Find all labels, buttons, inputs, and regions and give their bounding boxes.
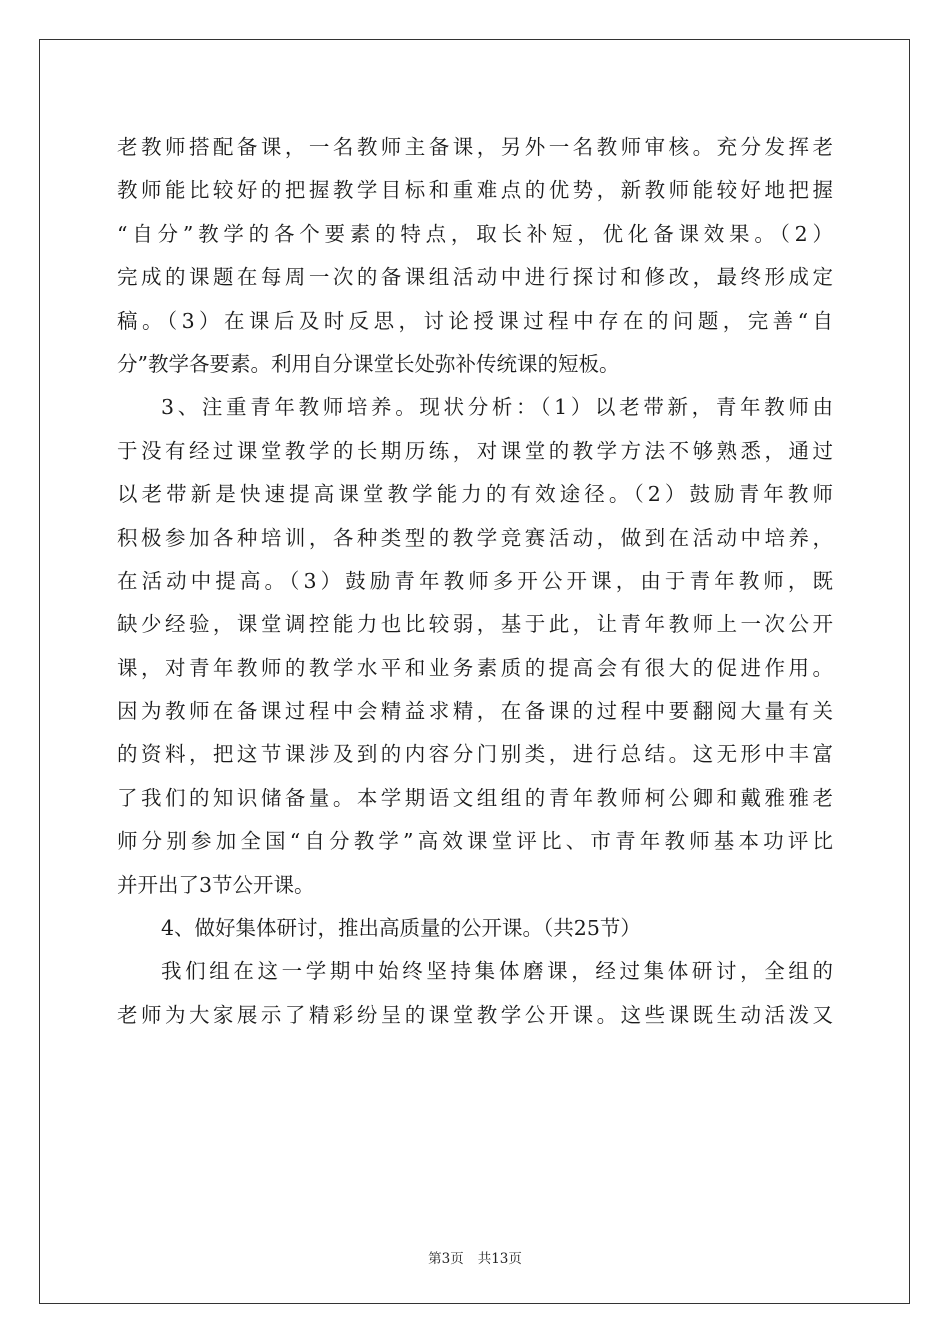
text-line: 我们组在这一学期中始终坚持集体磨课，经过集体研讨，全组的 [161, 959, 833, 984]
text-line: 在活动中提高。（3）鼓励青年教师多开公开课，由于青年教师，既 [117, 568, 833, 593]
text-line: 分”教学各要素。利用自分课堂长处弥补传统课的短板。 [117, 351, 620, 376]
current-page-label: 第3页 [428, 1251, 464, 1267]
text-line: 师分别参加全国“自分教学”高效课堂评比、市青年教师基本功评比 [117, 829, 833, 854]
document-body [117, 126, 833, 1037]
text-line: 于没有经过课堂教学的长期历练，对课堂的教学方法不够熟悉，通过 [117, 438, 833, 463]
text-line: 稿。（3）在课后及时反思，讨论授课过程中存在的问题，完善“自 [117, 308, 833, 333]
text-line: 4、做好集体研讨，推出高质量的公开课。（共25节） [161, 916, 641, 941]
text-line: 老师为大家展示了精彩纷呈的课堂教学公开课。这些课既生动活泼又 [117, 1002, 833, 1027]
text-line: 了我们的知识储备量。本学期语文组组的青年教师柯公卿和戴雅雅老 [117, 785, 833, 810]
text-line: 课，对青年教师的教学水平和业务素质的提高会有很大的促进作用。 [117, 655, 833, 680]
text-line: 老教师搭配备课，一名教师主备课，另外一名教师审核。充分发挥老 [117, 135, 833, 159]
text-line: 因为教师在备课过程中会精益求精，在备课的过程中要翻阅大量有关 [117, 699, 833, 724]
text-line: 积极参加各种培训，各种类型的教学竞赛活动，做到在活动中培养， [117, 525, 833, 550]
text-line: 并开出了3节公开课。 [117, 872, 315, 897]
page-footer [0, 1247, 950, 1267]
text-line: “自分”教学的各个要素的特点，取长补短，优化备课效果。（2） [117, 221, 833, 246]
text-line: 3、注重青年教师培养。现状分析：（1）以老带新，青年教师由 [161, 395, 833, 420]
total-pages-label: 共13页 [477, 1251, 522, 1267]
text-line: 以老带新是快速提高课堂教学能力的有效途径。（2）鼓励青年教师 [117, 482, 833, 507]
text-line: 完成的课题在每周一次的备课组活动中进行探讨和修改，最终形成定 [117, 265, 833, 290]
text-line: 的资料，把这节课涉及到的内容分门别类，进行总结。这无形中丰富 [117, 742, 833, 767]
text-line: 教师能比较好的把握教学目标和重难点的优势，新教师能较好地把握 [117, 178, 833, 203]
text-line: 缺少经验，课堂调控能力也比较弱，基于此，让青年教师上一次公开 [117, 612, 833, 637]
